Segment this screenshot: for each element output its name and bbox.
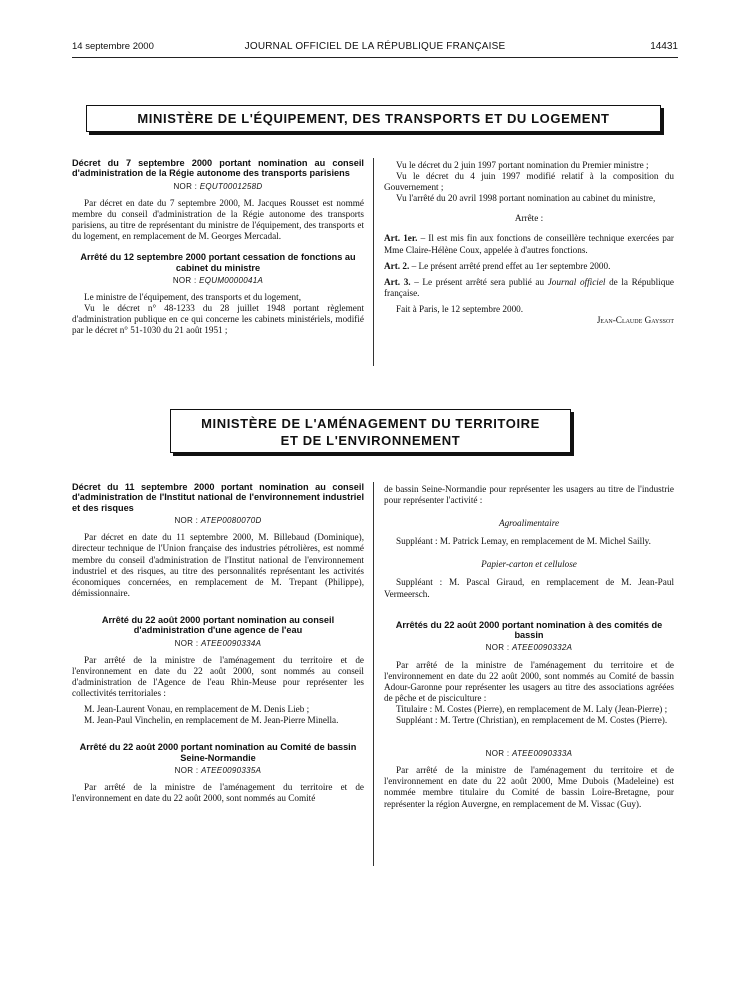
article-title: Décret du 7 septembre 2000 portant nomination au conseil d'administration de la Régie autonome des transports parisiens — [72, 158, 364, 179]
paragraph: de bassin Seine-Normandie pour représenter les usagers au titre de l'industrie pour représenter l'activité : — [384, 484, 674, 506]
paragraph: M. Jean-Laurent Vonau, en remplacement de M. Denis Lieb ; — [84, 704, 310, 715]
section2-left-column — [72, 482, 364, 804]
journal-name: Journal officiel — [547, 276, 606, 287]
ministry-heading-equipement — [86, 105, 661, 132]
nor-reference — [72, 275, 364, 286]
paragraph: Suppléant : M. Pascal Giraud, en remplacement de M. Jean-Paul Vermeersch. — [384, 577, 674, 599]
paragraph: Par arrêté de la ministre de l'aménagement du territoire et de l'environnement en date du 22 août 2000, Mme Dubois (Madeleine) est nommée membre titulaire du Comité de bassin Loire-Bretagne, pour représenter la région Auvergne, en remplacement de M. Vissac (Guy). — [384, 765, 674, 809]
nor-reference — [72, 181, 364, 192]
article-title: Arrêté du 22 août 2000 portant nomination au Comité de bassin Seine-Normandie — [79, 742, 357, 763]
article-label: Art. 2. — [384, 260, 410, 271]
paragraph: Par arrêté de la ministre de l'aménagement du territoire et de l'environnement en date du 22 août 2000, sont nommés au Comité de bassin Adour-Garonne pour représenter les usagers au titre des associations agréées de pêche et de pisciculture : — [384, 659, 674, 703]
header-rule — [72, 57, 678, 58]
article-label: Art. 1er. — [384, 233, 418, 244]
paragraph: Suppléant : M. Tertre (Christian), en remplacement de M. Costes (Pierre). — [396, 715, 668, 726]
paragraph: M. Jean-Paul Vinchelin, en remplacement de M. Jean-Pierre Minella. — [84, 715, 339, 726]
nor-label: NOR : — [174, 516, 199, 526]
article-label: Art. 3. — [384, 276, 411, 287]
nor-reference — [384, 748, 674, 759]
paragraph: Par arrêté de la ministre de l'aménagement du territoire et de l'environnement en date du 22 août 2000, sont nommés au conseil d'administration de l'Agence de l'eau Rhin-Meuse pour représenter les collectivités territoriales : — [72, 654, 364, 699]
arrete-heading: Arrête : — [514, 213, 544, 224]
article-text: – Le présent arrêté prend effet au 1er septembre 2000. — [409, 260, 611, 271]
nor-reference — [72, 515, 364, 526]
nor-code: ATEE0090335A — [200, 766, 262, 776]
paragraph: Suppléant : M. Patrick Lemay, en remplacement de M. Michel Sailly. — [396, 536, 651, 547]
category-heading: Agroalimentaire — [498, 518, 560, 529]
nor-code: ATEE0090333A — [511, 749, 573, 759]
paragraph: Par décret en date du 7 septembre 2000, M. Jacques Rousset est nommé membre du conseil d'administration de la Régie autonome des transports parisiens, au titre de représentant du ministre de l'équipement, des transports et du logement, en remplacement de M. Georges Mercadal. — [72, 197, 364, 242]
column-divider — [373, 158, 374, 366]
section1-left-column — [72, 158, 364, 337]
category-heading: Papier-carton et cellulose — [481, 559, 577, 570]
section2-right-column — [384, 484, 674, 810]
paragraph: Par décret en date du 11 septembre 2000, M. Billebaud (Dominique), directeur technique de l'Union française des industries pétrolières, est nommé membre du conseil d'administration de l'Institut national de l'environnement industriel et des risques, au titre des personnalités représentant les activités économiques concernées, en remplacement de M. Trepant (Philippe), démissionnaire. — [72, 532, 364, 598]
paragraph: Vu le décret du 2 juin 1997 portant nomination du Premier ministre ; — [396, 160, 649, 170]
nor-label: NOR : — [172, 276, 197, 286]
nor-code: ATEE0090334A — [200, 638, 262, 648]
article-3 — [384, 277, 674, 299]
nor-reference — [72, 765, 364, 776]
ministry-title-line2: ET DE L'ENVIRONNEMENT — [280, 433, 461, 448]
nor-label: NOR : — [174, 766, 199, 776]
section1-right-column — [384, 160, 674, 326]
header-date: 14 septembre 2000 — [72, 41, 154, 52]
ministry-title-line1: MINISTÈRE DE L'AMÉNAGEMENT DU TERRITOIRE — [201, 416, 540, 431]
article-1 — [384, 233, 674, 255]
nor-reference — [384, 642, 674, 653]
nor-label: NOR : — [173, 181, 198, 191]
article-2 — [384, 261, 674, 272]
nor-label: NOR : — [485, 643, 510, 653]
column-divider — [373, 482, 374, 866]
ministry-title: MINISTÈRE DE L'ÉQUIPEMENT, DES TRANSPORTS ET DU LOGEMENT — [137, 111, 610, 126]
nor-label: NOR : — [174, 638, 199, 648]
article-title: Arrêté du 22 août 2000 portant nomination au conseil d'administration d'une agence de l'eau — [101, 614, 335, 636]
nor-code: ATEE0090332A — [511, 643, 573, 653]
paragraph: Par arrêté de la ministre de l'aménagement du territoire et de l'environnement en date du 22 août 2000, sont nommés au Comité — [72, 782, 364, 804]
fait-a-paris: Fait à Paris, le 12 septembre 2000. — [396, 303, 524, 314]
nor-code: ATEP0080070D — [200, 516, 262, 526]
paragraph: Vu le décret n° 48-1233 du 28 juillet 1948 portant règlement d'administration publique en ce qui concerne les cabinets ministériels, modifié par le décret n° 51-1030 du 21 août 1951 ; — [72, 303, 364, 336]
article-text: – Il est mis fin aux fonctions de conseillère technique exercées par Mme Claire-Hélène Coux, appelée à d'autres fonctions. — [384, 233, 674, 255]
article-title: Arrêtés du 22 août 2000 portant nomination à des comités de bassin — [395, 619, 663, 641]
nor-code: EQUT0001258D — [199, 181, 263, 191]
paragraph: Titulaire : M. Costes (Pierre), en remplacement de M. Laly (Jean-Pierre) ; — [396, 703, 668, 714]
article-text: de la République française. — [384, 276, 674, 298]
journal-title: JOURNAL OFFICIEL DE LA RÉPUBLIQUE FRANÇAISE — [244, 41, 506, 52]
signature: Jean-Claude Gayssot — [596, 315, 674, 326]
ministry-heading-amenagement — [170, 409, 571, 453]
nor-code: EQUM0000041A — [199, 276, 264, 286]
paragraph: Le ministre de l'équipement, des transports et du logement, — [84, 292, 301, 303]
paragraph: Vu l'arrêté du 20 avril 1998 portant nomination au cabinet du ministre, — [396, 193, 656, 204]
article-title: Arrêté du 12 septembre 2000 portant cessation de fonctions au cabinet du ministre — [80, 252, 356, 273]
page-header — [72, 41, 678, 55]
page-number: 14431 — [650, 41, 678, 52]
paragraph: Vu le décret du 4 juin 1997 modifié relatif à la composition du Gouvernement ; — [384, 171, 674, 193]
nor-reference — [72, 638, 364, 649]
nor-label: NOR : — [485, 749, 510, 759]
article-text: – Le présent arrêté sera publié au — [410, 276, 548, 287]
article-title: Décret du 11 septembre 2000 portant nomination au conseil d'administration de l'Institut national de l'environnement industriel et des risques — [72, 482, 364, 513]
